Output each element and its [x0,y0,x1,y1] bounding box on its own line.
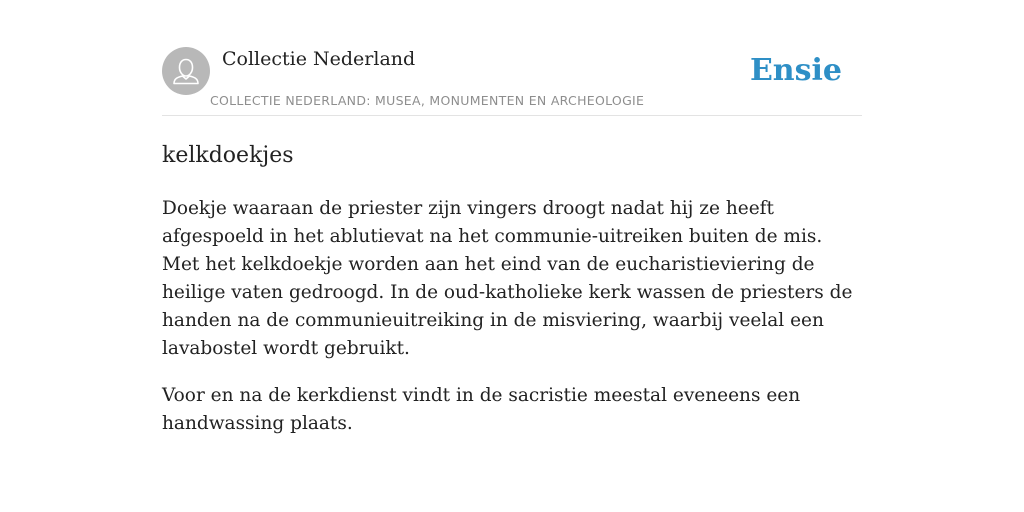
ensie-logo[interactable]: Ensie [749,53,842,88]
user-silhouette-icon [162,47,210,95]
article-paragraph: Voor en na de kerkdienst vindt in de sacristie meestal eveneens een handwassing plaats. [162,385,801,434]
article-body [162,195,862,438]
article-title: kelkdoekjes [162,143,294,168]
source-label[interactable]: COLLECTIE NEDERLAND: MUSEA, MONUMENTEN EN ARCHEOLOGIE [210,93,645,108]
avatar[interactable] [162,47,210,95]
article-paragraph: Doekje waaraan de priester zijn vingers droogt nadat hij ze heeft afgespoeld in het ablutievat na het communie-uitreiken buiten de mis. Met het kelkdoekje worden aan het eind van de eucharistieviering de heilige vaten gedroogd. In de oud-katholieke kerk wassen de priesters de handen na de communieuitreiking in de misviering, waarbij veelal een lavabostel wordt gebruikt. [162,198,853,359]
author-name[interactable]: Collectie Nederland [222,48,416,70]
article-page [162,0,862,438]
article-header [162,47,862,116]
